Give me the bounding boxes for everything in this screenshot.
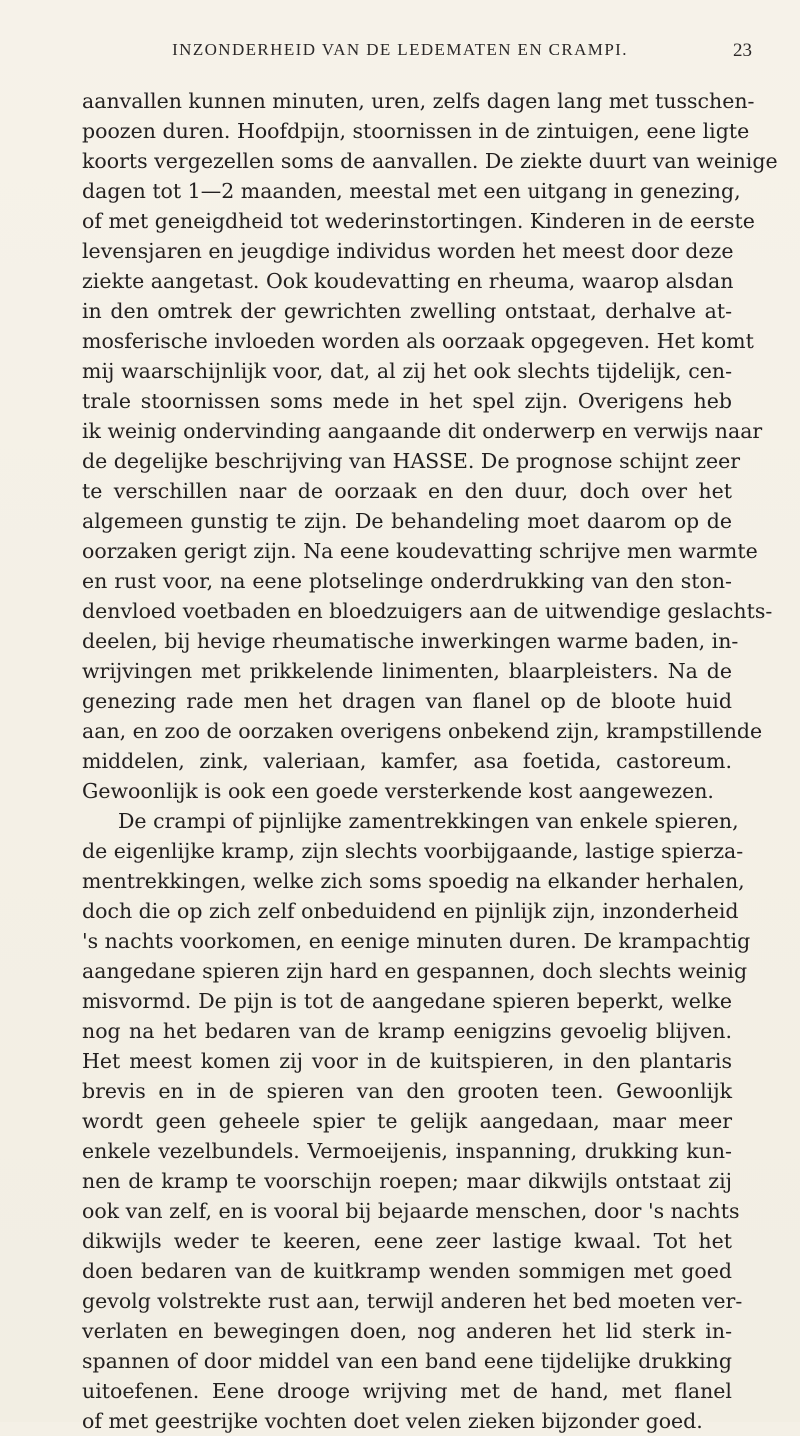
- text-line: dikwijls weder te keeren, eene zeer lastige kwaal. Tot het: [82, 1229, 732, 1253]
- text-line: deelen, bij hevige rheumatische inwerkingen warme baden, in-: [82, 629, 739, 653]
- text-line: nen de kramp te voorschijn roepen; maar dikwijls ontstaat zij: [82, 1169, 732, 1193]
- text-line: spannen of door middel van een band eene tijdelijke drukking: [82, 1349, 732, 1373]
- text-line: ook van zelf, en is vooral bij bejaarde menschen, door 's nachts: [82, 1199, 740, 1223]
- text-line: De crampi of pijnlijke zamentrekkingen van enkele spieren,: [118, 809, 739, 833]
- body-text: [82, 86, 778, 1436]
- text-line: mosferische invloeden worden als oorzaak opgegeven. Het komt: [82, 329, 754, 353]
- text-line: doch die op zich zelf onbeduidend en pijnlijk zijn, inzonderheid: [82, 899, 739, 923]
- text-line: verlaten en bewegingen doen, nog anderen het lid sterk in-: [82, 1319, 732, 1343]
- text-line: in den omtrek der gewrichten zwelling ontstaat, derhalve at-: [82, 299, 732, 323]
- page-number: 23: [733, 40, 752, 61]
- text-line: nog na het bedaren van de kramp eenigzins gevoelig blijven.: [82, 1019, 732, 1043]
- text-line: mij waarschijnlijk voor, dat, al zij het ook slechts tijdelijk, cen-: [82, 359, 732, 383]
- text-line: middelen, zink, valeriaan, kamfer, asa foetida, castoreum.: [82, 749, 732, 773]
- text-line: wrijvingen met prikkelende linimenten, blaarpleisters. Na de: [82, 659, 732, 683]
- text-line: Gewoonlijk is ook een goede versterkende kost aangewezen.: [82, 779, 714, 803]
- text-line: algemeen gunstig te zijn. De behandeling moet daarom op de: [82, 509, 732, 533]
- text-line: misvormd. De pijn is tot de aangedane spieren beperkt, welke: [82, 989, 732, 1013]
- text-line: poozen duren. Hoofdpijn, stoornissen in de zintuigen, eene ligte: [82, 119, 750, 143]
- text-line: de eigenlijke kramp, zijn slechts voorbijgaande, lastige spierza-: [82, 839, 744, 863]
- text-line: uitoefenen. Eene drooge wrijving met de hand, met flanel: [82, 1379, 732, 1403]
- running-head: INZONDERHEID VAN DE LEDEMATEN EN CRAMPI.: [172, 40, 628, 59]
- text-line: en rust voor, na eene plotselinge onderdrukking van den ston-: [82, 569, 732, 593]
- text-line: wordt geen geheele spier te gelijk aangedaan, maar meer: [82, 1109, 732, 1133]
- text-line: levensjaren en jeugdige individus worden het meest door deze: [82, 239, 734, 263]
- text-line: of met geestrijke vochten doet velen zieken bijzonder goed.: [82, 1409, 703, 1433]
- text-line: 's nachts voorkomen, en eenige minuten duren. De krampachtig: [82, 929, 751, 953]
- text-line: te verschillen naar de oorzaak en den duur, doch over het: [82, 479, 732, 503]
- text-line: ziekte aangetast. Ook koudevatting en rheuma, waarop alsdan: [82, 269, 734, 293]
- text-line: de degelijke beschrijving van HASSE. De prognose schijnt zeer: [82, 449, 741, 473]
- text-line: trale stoornissen soms mede in het spel zijn. Overigens heb: [82, 389, 732, 413]
- text-line: dagen tot 1—2 maanden, meestal met een uitgang in genezing,: [82, 179, 741, 203]
- text-line: aan, en zoo de oorzaken overigens onbekend zijn, krampstillende: [82, 719, 763, 743]
- text-line: koorts vergezellen soms de aanvallen. De ziekte duurt van weinige: [82, 149, 778, 173]
- text-line: oorzaken gerigt zijn. Na eene koudevatting schrijve men warmte: [82, 539, 758, 563]
- text-line: denvloed voetbaden en bloedzuigers aan de uitwendige geslachts-: [82, 599, 773, 623]
- text-line: enkele vezelbundels. Vermoeijenis, inspanning, drukking kun-: [82, 1139, 732, 1163]
- text-line: gevolg volstrekte rust aan, terwijl anderen het bed moeten ver-: [82, 1289, 743, 1313]
- text-line: aangedane spieren zijn hard en gespannen, doch slechts weinig: [82, 959, 748, 983]
- text-line: doen bedaren van de kuitkramp wenden sommigen met goed: [82, 1259, 732, 1283]
- text-line: Het meest komen zij voor in de kuitspieren, in den plantaris: [82, 1049, 732, 1073]
- text-line: brevis en in de spieren van den grooten teen. Gewoonlijk: [82, 1079, 732, 1103]
- text-line: genezing rade men het dragen van flanel op de bloote huid: [82, 689, 732, 713]
- text-line: aanvallen kunnen minuten, uren, zelfs dagen lang met tusschen-: [82, 89, 755, 113]
- text-line: mentrekkingen, welke zich soms spoedig na elkander herhalen,: [82, 869, 745, 893]
- text-line: of met geneigdheid tot wederinstortingen. Kinderen in de eerste: [82, 209, 755, 233]
- text-line: ik weinig ondervinding aangaande dit onderwerp en verwijs naar: [82, 419, 763, 443]
